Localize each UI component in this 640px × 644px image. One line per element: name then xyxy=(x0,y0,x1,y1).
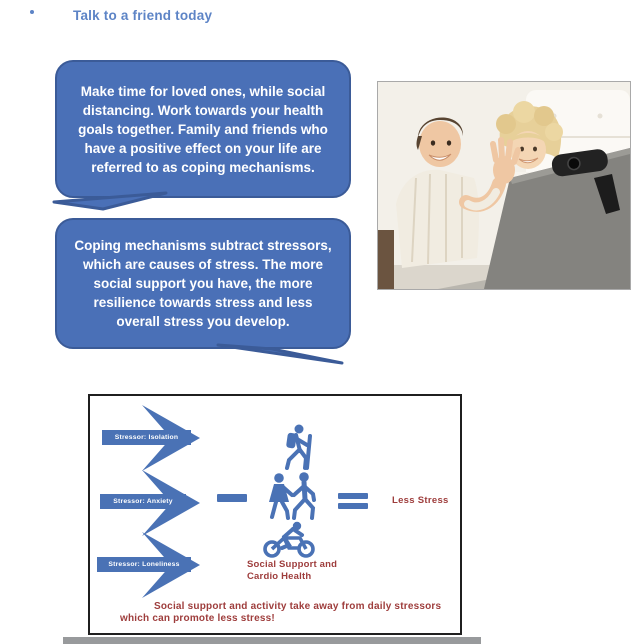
stressor-label-isolation: Stressor: Isolation xyxy=(102,430,191,445)
children-video-call-photo xyxy=(377,81,631,290)
support-label-line2: Cardio Health xyxy=(247,570,312,582)
diagram-caption xyxy=(98,601,460,624)
speech-bubble-1-text: Make time for loved ones, while social distancing. Work towards your health goals together. Family and friends who have a positive effect on your life are referred to as coping mechanisms. xyxy=(78,83,328,175)
result-label: Less Stress xyxy=(392,495,449,506)
equals-bar-top xyxy=(338,493,368,499)
page-title: Talk to a friend today xyxy=(73,8,213,23)
equals-bar-bottom xyxy=(338,503,368,509)
stressor-label-anxiety: Stressor: Anxiety xyxy=(100,494,186,509)
speech-bubble-1-tail xyxy=(48,190,178,216)
next-section-edge xyxy=(63,637,481,644)
bullet-dot xyxy=(30,10,34,14)
support-label-line1: Social Support and xyxy=(247,559,338,570)
diagram-caption-line2: which can promote less stress! xyxy=(120,612,275,624)
equals-icon xyxy=(338,493,368,509)
minus-icon xyxy=(217,494,247,502)
children-video-call-illustration xyxy=(378,82,630,289)
speech-bubble-2-text: Coping mechanisms subtract stressors, which are causes of stress. The more social support you have, the more resilience towards stress and less overall stress you develop. xyxy=(74,238,332,329)
hiker-icon xyxy=(276,424,318,470)
speech-bubble-1 xyxy=(55,60,351,198)
speech-bubble-2 xyxy=(55,218,351,349)
cyclist-icon xyxy=(262,521,316,558)
diagram-caption-line1: Social support and activity take away from daily stressors xyxy=(154,601,442,612)
support-label xyxy=(247,559,337,582)
stressor-label-loneliness: Stressor: Loneliness xyxy=(97,557,191,572)
walking-couple-icon xyxy=(264,472,324,520)
speech-bubble-2-tail xyxy=(208,342,350,368)
